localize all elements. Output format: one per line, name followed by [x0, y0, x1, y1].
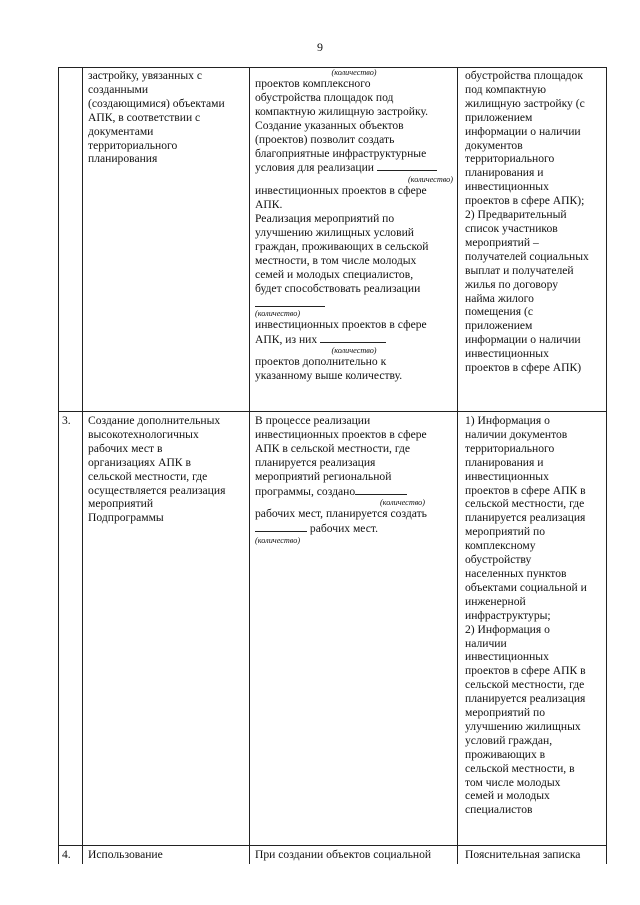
text-line: семей и молодых специалистов, [255, 267, 414, 281]
text-line: территориального [465, 441, 555, 455]
indicator-blank-line [255, 296, 453, 309]
text-line: компактную жилищную застройку. [255, 104, 428, 118]
text-line: документов [465, 138, 523, 152]
text-line: мероприятий по [465, 525, 545, 539]
text-line: под компактную [465, 82, 546, 96]
text-line: инвестиционных [465, 469, 549, 483]
text-line: сельской местности, где [465, 497, 585, 511]
quantity-note: (количество) [255, 308, 301, 318]
text-line: обустройства площадок [465, 69, 583, 82]
text-line: проектов в сфере АПК в [465, 483, 586, 497]
text-line: осуществляется реализация [88, 483, 226, 497]
text-line: документами [88, 124, 154, 138]
text-line: обустройству [465, 553, 532, 567]
text-line: (создающимися) объектами [88, 96, 225, 110]
text-line: инвестиционных [465, 650, 549, 664]
indicator-text-block [255, 184, 453, 295]
text-line: список участников [465, 221, 558, 235]
row4-number: 4. [62, 848, 71, 861]
page-number: 9 [317, 40, 323, 54]
text-line: населенных пунктов [465, 566, 567, 580]
text-line: условий граждан, [465, 733, 553, 747]
text-line: инвестиционных проектов в сфере [255, 184, 427, 198]
text-line: планирования и [465, 166, 544, 180]
text-line: Реализация мероприятий по [255, 212, 395, 226]
text-line: приложением [465, 319, 533, 333]
row1-description-cell [88, 69, 246, 166]
text-line: 1) Информация о [465, 414, 550, 427]
text-line: В процессе реализации [255, 414, 371, 427]
text-line: сельской местности, где [88, 469, 208, 483]
text-line: жилья по договору [465, 277, 559, 291]
row4-description-cell: Использование [88, 848, 163, 861]
text-line: комплексному [465, 539, 536, 553]
table-border-left [58, 67, 59, 864]
text-line: планирования и [465, 455, 544, 469]
text-line: Создание указанных объектов [255, 118, 404, 132]
table-col-divider-3 [457, 67, 458, 864]
row3-indicator-cell [255, 414, 453, 545]
text-line: наличии документов [465, 427, 568, 441]
text-line: мероприятий – [465, 235, 539, 249]
text-line: инфраструктуры; [465, 608, 551, 622]
text-line: территориального [465, 152, 555, 166]
indicator-text-line: рабочих мест, планируется создать [255, 507, 427, 521]
text-line: сельской местности, в [465, 761, 575, 775]
indicator-blank-line: рабочих мест. [255, 521, 453, 536]
table-col-divider-1 [82, 67, 83, 864]
indicator-text-block [255, 355, 453, 383]
row-divider-3 [58, 411, 607, 412]
text-line: рабочих мест в [88, 441, 163, 455]
text-line: организациях АПК в [88, 455, 191, 469]
text-line: АПК в сельской местности, где [255, 441, 411, 455]
text-line: проектов комплексного [255, 77, 371, 90]
text-line: граждан, проживающих в сельской [255, 239, 429, 253]
text-line: планирования [88, 152, 158, 166]
text-line: мероприятий региональной [255, 469, 392, 483]
quantity-note: (количество) [331, 68, 377, 77]
text-line: указанному выше количеству. [255, 369, 403, 383]
text-line: инвестиционных проектов в сфере [255, 427, 427, 441]
text-line: инвестиционных [465, 180, 549, 194]
text-line: Создание дополнительных [88, 414, 221, 427]
text-line: приложением [465, 110, 533, 124]
row1-indicator-cell [255, 68, 453, 383]
row-divider-4 [58, 845, 607, 846]
text-line: семей и молодых [465, 789, 550, 803]
text-line: выплат и получателей [465, 263, 574, 277]
quantity-note: (количество) [407, 175, 453, 185]
text-line: 2) Предварительный [465, 208, 567, 222]
indicator-text-block [255, 414, 453, 484]
text-line: 2) Информация о [465, 622, 550, 636]
text-line: планируется реализация [255, 455, 376, 469]
table-border-right [606, 67, 607, 864]
text-line: улучшению жилищных условий [255, 226, 414, 240]
text-line: проектов дополнительно к [255, 355, 387, 369]
row4-documents-cell: Пояснительная записка [465, 848, 581, 861]
row4-indicator-cell: При создании объектов социальной [255, 848, 432, 861]
text-line: мероприятий [88, 497, 154, 511]
text-line: мероприятий по [465, 706, 545, 720]
table-col-divider-2 [249, 67, 250, 864]
text-line: проектов в сфере АПК); [465, 194, 585, 208]
text-line: сельской местности, где [465, 678, 585, 692]
row1-documents-cell [465, 69, 603, 375]
text-line: Подпрограммы [88, 511, 164, 525]
text-line: информации о наличии [465, 124, 581, 138]
text-line: инвестиционных [465, 347, 549, 361]
text-line: получателей социальных [465, 249, 589, 263]
quantity-note: (количество) [379, 498, 425, 508]
text-line: благоприятные инфраструктурные [255, 146, 427, 160]
text-line: планируется реализация [465, 511, 586, 525]
text-line: застройку, увязанных с [88, 69, 202, 82]
text-line: проектов в сфере АПК в [465, 664, 586, 678]
row3-documents-cell [465, 414, 603, 817]
text-line: АПК. [255, 198, 283, 212]
text-line: инвестиционных проектов в сфере [255, 317, 427, 331]
text-line: созданными [88, 82, 149, 96]
row3-description-cell [88, 414, 246, 525]
indicator-blank-line: условия для реализации [255, 160, 453, 175]
text-line: планируется реализация [465, 692, 586, 706]
text-line: территориального [88, 138, 178, 152]
text-line: инженерной [465, 594, 526, 608]
text-line: АПК, в соответствии с [88, 110, 201, 124]
indicator-blank-line: АПК, из них [255, 332, 453, 347]
text-line: будет способствовать реализации [255, 281, 421, 295]
quantity-note: (количество) [331, 346, 377, 356]
text-line: помещения (с [465, 305, 533, 319]
indicator-text-block [255, 318, 453, 332]
text-line: улучшению жилищных [465, 719, 581, 733]
text-line: объектами социальной и [465, 580, 587, 594]
text-line: местности, в том числе молодых [255, 253, 417, 267]
text-line: жилищную застройку (с [465, 96, 585, 110]
quantity-note: (количество) [255, 536, 301, 546]
text-line: наличии [465, 636, 507, 650]
text-line: информации о наличии [465, 333, 581, 347]
text-line: проектов в сфере АПК) [465, 361, 582, 375]
indicator-text-block [255, 77, 453, 160]
text-line: (проектов) позволит создать [255, 132, 395, 146]
text-line: высокотехнологичных [88, 427, 199, 441]
text-line: обустройства площадок под [255, 90, 394, 104]
indicator-blank-line: программы, создано [255, 484, 453, 499]
text-line: том числе молодых [465, 775, 561, 789]
text-line: найма жилого [465, 291, 534, 305]
text-line: специалистов [465, 803, 533, 817]
text-line: проживающих в [465, 747, 546, 761]
row3-number: 3. [62, 414, 71, 427]
